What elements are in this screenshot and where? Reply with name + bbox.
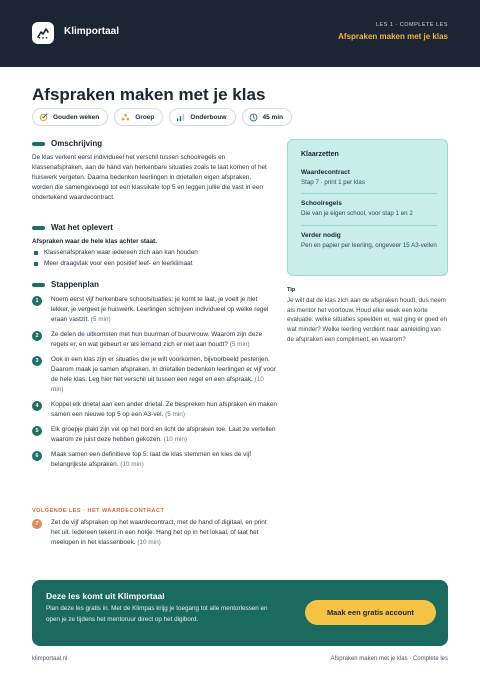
step-item [32,400,277,420]
next-lesson-steps [32,518,277,553]
card-item-title: Schoolregels [301,200,342,207]
chip-label: Onderbouw [190,113,227,121]
step-duration: (10 min) [137,539,161,546]
step-text: Maak samen een definitieve top 5: laat de klas stemmen en kies de vijf belangrijkste afspraken. [51,451,251,468]
card-item-desc: Pen en papier per leerling, ongeveer 15 A3-vellen [301,242,437,249]
step-text: Ook in een klas zijn er situaties die je wilt voorkomen, bijvoorbeeld pesterijen. Daarom maak je samen afspraken. In drietallen bedenken leerlingen er vijf voor de hele klas. Leg hier het verschil uit tussen een regel en een afspraak. [51,356,276,383]
step-text: Ze delen de uitkomsten met hun buurman of buurvrouw. Waarom zijn deze regels er, en wat gebeurt er als iemand zich er niet aan houdt? [51,331,263,348]
les-title: Afspraken maken met je klas [338,32,448,41]
section-title: Stappenplan [51,280,100,289]
card-item-desc: Die van je eigen school, voor stap 1 en 2 [301,210,413,217]
card-title: Klaarzetten [301,151,339,158]
step-number: 3 [32,356,42,366]
card-item [301,232,439,251]
steps-list [32,295,277,475]
logo-icon [36,26,50,40]
card-item [301,200,439,219]
step-item [32,295,277,325]
page-header [0,0,480,67]
step-duration: (10 min) [51,376,264,393]
step-number: 1 [32,296,42,306]
chip-label: Gouden weken [53,113,100,121]
card-item-desc: Stap 7 · print 1 per klas [301,179,365,186]
oplevert-intro: Afspraken waar de hele klas achter staat. [32,238,158,245]
chip-duration [242,108,293,126]
omschrijving-text: De klas verkent eerst individueel het verschil tussen schoolregels en klassenafspraken, aan de hand van herkenbare situaties zoals te laat komen of het huiswerk vergeten. Daarna bedenken leerlingen in drietallen eigen afspraken, worden die samengevoegd tot een klassikale top 5 en leggen jullie die vast in een ondertekend waardecontract. [32,154,267,201]
tip-label: Tip [287,287,296,293]
clock-icon [249,113,258,122]
step-text: Noem eerst vijf herkenbare schoolsituaties: je komt te laat, je voelt je niet lekker, je vergeet je huiswerk. Leerlingen schrijven individueel op welke regel eraan vastzit. [51,296,269,323]
section-dash [32,283,45,287]
people-icon [121,113,130,122]
klaarzetten-card [287,139,448,276]
tip-text: Je wilt dat de klas zich aan de afspraken houdt, dus neem als mentor het voortouw. Houd elke week een korte evaluatie: welke situaties speelden er, wat ging er goed en wat minder? Welke leerling verdient naar aanleiding van de afspraken een compliment, en waarom? [287,297,447,343]
section-stappenplan-heading [32,280,99,289]
card-divider [301,225,437,226]
step-item [32,355,277,395]
bar-chart-icon [176,113,185,122]
step-number: 7 [32,519,42,529]
chip-topic [32,108,108,126]
card-item [301,169,439,188]
list-item-text: Meer draagvlak voor een positief leef- en leerklimaat [44,259,193,267]
step-text: Zet de vijf afspraken op het waardecontract, met de hand of digitaal, en print het uit. Iedereen tekent in een hokje. Hang het op in het lokaal, of laat het meelopen in het klassenboek. [51,519,267,546]
chip-label: Groep [135,113,155,121]
step-item [32,330,277,350]
section-dash [32,226,45,230]
step-number: 5 [32,426,42,436]
step-item [32,518,277,548]
lesson-meta-chips [32,108,292,126]
signup-banner [32,580,448,646]
step-item [32,450,277,470]
step-duration: (5 min) [90,316,111,323]
chip-label: 45 min [262,113,284,121]
list-item [34,259,272,270]
step-number: 2 [32,331,42,341]
step-text: Elk groepje plakt zijn vel op het bord en licht de afspraken toe. Laat ze vertellen waarom ze juist deze hebben gekozen. [51,426,276,443]
step-duration: (5 min) [229,341,250,348]
section-title: Wat het oplevert [51,223,113,232]
step-number: 6 [32,451,42,461]
bullet-square [34,262,38,266]
footer-url[interactable]: klimportaal.nl [32,656,68,662]
step-duration: (5 min) [165,411,185,418]
section-title: Omschrijving [51,139,103,148]
banner-text: Plan deze les gratis in. Met de Klimpas krijg je toegang tot alle mentorlessen en open je ze tijdens het mentoruur direct op het digibord. [46,605,268,623]
brand-name[interactable]: Klimportaal [64,26,120,37]
list-item [34,248,272,259]
step-number: 4 [32,401,42,411]
step-item [32,425,277,445]
oplevert-list [32,248,272,269]
chip-format [114,108,163,126]
card-divider [301,193,437,194]
section-omschrijving-heading [32,139,102,148]
next-lesson-label: VOLGENDE LES · HET WAARDECONTRACT [32,508,165,514]
chip-level [169,108,235,126]
les-label: LES 1 · COMPLETE LES [375,22,448,28]
create-account-button[interactable]: Maak een gratis account [305,600,436,625]
logo[interactable] [32,22,54,44]
page-title: Afspraken maken met je klas [32,85,266,104]
card-item-title: Waardecontract [301,169,350,176]
section-dash [32,142,45,146]
banner-title: Deze les komt uit Klimportaal [46,591,165,601]
target-icon [39,113,48,122]
list-item-text: Klassenafspraken waar iedereen zich aan kan houden [44,249,198,256]
step-text: Koppel elk drietal aan een ander drietal. Ze bespreken hun afspraken en maken samen een nieuwe top 5 op een A3-vel. [51,401,277,418]
step-duration: (10 min) [120,461,144,468]
section-oplevert-heading [32,223,113,232]
footer-page-info: Afspraken maken met je klas · Complete les [330,656,448,662]
bullet-square [34,251,38,255]
card-item-title: Verder nodig [301,232,341,239]
step-duration: (10 min) [163,436,188,443]
